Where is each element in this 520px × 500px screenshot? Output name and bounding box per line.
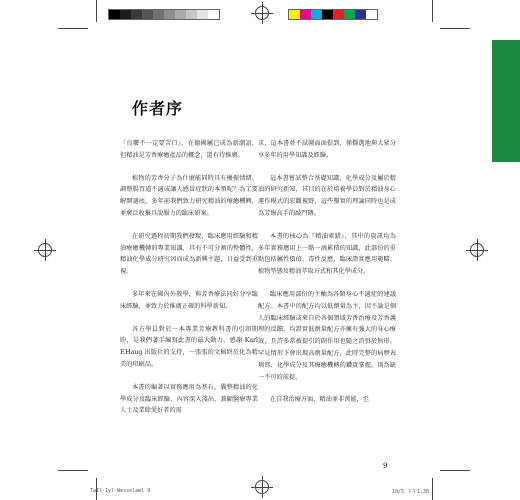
slug-left: TaIl-Iyl-Wesselaml 9 (90, 488, 151, 494)
registration-mark-right (470, 243, 484, 257)
color-swatch-6 (355, 10, 366, 19)
registration-mark-left (38, 243, 52, 257)
gray-swatch-2 (131, 10, 142, 19)
gray-swatch-6 (175, 10, 186, 19)
paragraph: 『良藥不一定要苦口』，在德國屬已成為新潮語，但精油是芳香療癒產品的概念，還有待推廣。 (120, 140, 258, 159)
gray-swatch-7 (186, 10, 197, 19)
left-text-column (120, 138, 258, 417)
gray-swatch-1 (120, 10, 131, 19)
paragraph: 植物的芳香分子為什麼能同時具有擾振情緒、調整腸胃道不適或讓人感冒症狀的本領呢？為了要解開謎底，多年前我們致力研究精油的療癒機轉，並廣泛收集具說服力的臨床研案。 (120, 174, 258, 217)
right-text-column (258, 138, 396, 406)
color-swatch-2 (311, 10, 322, 19)
crop-mark-top-right-v (432, 0, 433, 22)
gray-swatch-5 (164, 10, 175, 19)
registration-mark-bottom (255, 480, 269, 494)
crop-mark-top-right-h (440, 28, 470, 29)
crop-mark-top-left-v (96, 0, 97, 22)
color-swatch-0 (289, 10, 300, 19)
paragraph: 在研究過程初期我們發現，臨床應用經驗和精油療癒機轉的專業知識，具有不可分割的整體性，精油化學成分研究因而成為新興主題，日益受到重視。 (120, 232, 258, 276)
gray-swatch-0 (109, 10, 120, 19)
paragraph: 臨床應用部份的主軸為各類身心不適症的建議配方。本書中的配方均以低劑量為主，因不論是個人的臨床經驗或來自於各個領域芳香治療及芳香護理的反饋，均證實低劑量配方亦擁有強大的身心療效，且許多常被提引的副作用也隨之消弭於無形。罕見情形下會出現高劑量配方，此時完整的病歷表填寫、化學成分及其療癒機轉的鑽實掌握，則為缺一不可的前提。 (258, 290, 396, 381)
gray-swatch-3 (142, 10, 153, 19)
color-swatch-1 (300, 10, 311, 19)
color-swatch-3 (322, 10, 333, 19)
paragraph: 各方學員對於一本專業芳療教科書的引頸期盼，是我們著手編寫此書的最大動力，感謝 Karl F.Haug 出版社的支持，一張張的文稿終於化為精美的印刷品。 (120, 325, 258, 368)
paragraph: 在自我治療方面，精油並非萬能，至 (270, 396, 369, 404)
grayscale-swatch-strip (108, 9, 220, 20)
chapter-thumb-tab (492, 40, 520, 162)
color-swatch-strip (288, 9, 378, 20)
page-number: 9 (383, 462, 388, 470)
color-swatch-5 (344, 10, 355, 19)
gray-swatch-8 (197, 10, 208, 19)
paragraph: 求，這本書並不試圖面面俱到，僅擷選地與大眾分享多年的用學知識及經驗。 (258, 140, 396, 159)
gray-swatch-9 (208, 10, 219, 19)
paragraph: 本書的核心為『精油素錯』，其中的資訊均為多年實務應用上一點一滴累積的知識，此部份的重點包括屬性價值、毒性反應、臨床證實應用範疇、植物型態及精油萃取方式和其化學成分。 (258, 232, 396, 276)
slug-right: 10/5 下午1.30 (392, 489, 430, 495)
paragraph: 多年來在國內外教學，與芳香療法同好分享臨床經驗，並致力於推廣正確的科學新知。 (120, 290, 258, 310)
color-swatch-7 (366, 10, 377, 19)
paragraph: 本書的編著以實務應用為基石，囊整精油的化學成分及臨床經驗，內容深入淺出，兼顧醫療專業人士及業餘愛好者的需 (120, 383, 258, 415)
crop-mark-top-left-h (58, 28, 88, 29)
crop-mark-bottom-right-v (432, 478, 433, 500)
crop-mark-bottom-left-h (58, 470, 88, 471)
crop-mark-bottom-right-h (440, 470, 470, 471)
page-title: 作者序 (132, 99, 184, 118)
gray-swatch-4 (153, 10, 164, 19)
paragraph: 這本書嘗試整合基礎知識、化學成分及屬於精油的研究新知，其目的在於培養學員對於精油身心運作模式的宏觀視野，這些鑿實的理論同時也是成為芳療高手的敲門磚。 (258, 174, 396, 217)
color-swatch-4 (333, 10, 344, 19)
registration-mark-top (255, 6, 269, 20)
